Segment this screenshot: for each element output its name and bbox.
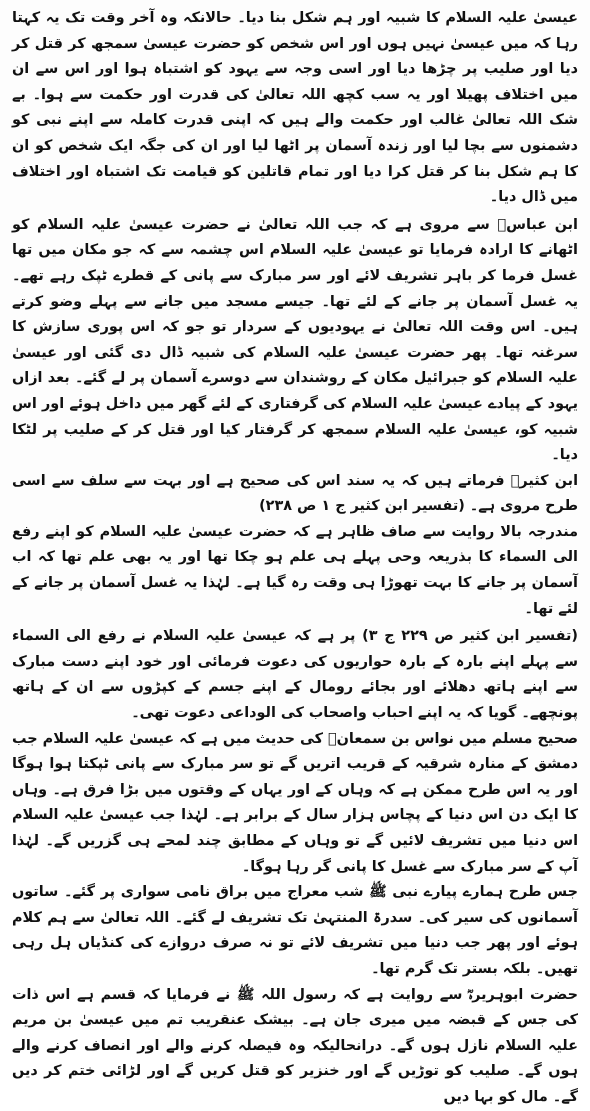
paragraph-2: ابن عباسؓ سے مروی ہے کہ جب اللہ تعالیٰ نے حضرت عیسیٰ علیہ السلام کو اٹھانے کا ارادہ فرمایا تو عیسیٰ علیہ السلام اس چشمہ سے کہ جو مکان میں تھا غسل فرما کر باہر تشریف لائے اور سر مبارک سے پانی کے قطرے ٹپک رہے تھے۔ یہ غسل آسمان پر جانے کے لئے تھا۔ جیسے مسجد میں جانے سے پہلے وضو کرتے ہیں۔ اس وقت اللہ تعالیٰ نے یہودیوں کے سردار تو جو کہ اس پوری سازش کا سرغنہ تھا۔ پھر حضرت عیسیٰ علیہ السلام کی شبیہ ڈال دی گئی اور عیسیٰ علیہ السلام کو جبرائیل مکان کے روشندان سے دوسرے آسمان پر لے گئے۔ بعد ازاں یہود کے پیادے عیسیٰ علیہ السلام کی گرفتاری کے لئے گھر میں داخل ہوئے اور اس شبیہ کو، عیسیٰ علیہ السلام سمجھ کر گرفتار کیا اور قتل کر کے صلیب پر لٹکا دیا۔ xyxy=(12,216,578,464)
paragraph-8: حضرت ابوہریرہؓ سے روایت ہے کہ رسول اللہ ﷺ نے فرمایا کہ قسم ہے اس ذات کی جس کے قبضہ میں میری جان ہے۔ بیشک عنقریب تم میں عیسیٰ بن مریم علیہ السلام نازل ہوں گے۔ درانحالیکہ وہ فیصلہ کرنے والے اور انصاف کرنے والے ہوں گے۔ صلیب کو توڑیں گے اور خنزیر کو قتل کریں گے اور لڑائی ختم کر دیں گے۔ مال کو بہا دیں xyxy=(12,986,578,1105)
paragraph-7: جس طرح ہمارے پیارے نبی ﷺ شب معراج میں براق نامی سواری پر گئے۔ ساتوں آسمانوں کی سیر کی۔ سدرۃ المنتہیٰ تک تشریف لے گئے۔ اللہ تعالیٰ سے ہم کلام ہوئے اور پھر جب دنیا میں تشریف لائے تو نہ صرف دروازے کی کنڈیاں ہل رہی تھیں۔ بلکہ بستر تک گرم تھا۔ xyxy=(12,884,578,977)
paragraph-3: ابن کثیرؒ فرماتے ہیں کہ یہ سند اس کی صحیح ہے اور بہت سے سلف سے اسی طرح مروی ہے۔ (تفسیر ابن کثیر ج ۱ ص ۲۳۸) xyxy=(12,472,578,515)
paragraph-1: عیسیٰ علیہ السلام کا شبیہ اور ہم شکل بنا دیا۔ حالانکہ وہ آخر وقت تک یہ کہتا رہا کہ میں عیسیٰ نہیں ہوں اور اس شخص کو حضرت عیسیٰ سمجھ کر قتل کر دیا اور صلیب پر چڑھا دیا اور اسی وجہ سے یہود کو اشتباہ ہوا اور اس سے ان میں اختلاف پھیلا اور یہ سب کچھ اللہ تعالیٰ کی قدرت اور حکمت سے ہوا۔ بے شک اللہ تعالیٰ غالب اور حکمت والے ہیں کہ اپنی قدرت کاملہ سے اپنے نبی کو دشمنوں سے بچا لیا اور زندہ آسمان پر اٹھا لیا اور ان کی جگہ ایک شخص کو ان کا ہم شکل بنا کر قتل کرا دیا اور تمام قاتلین کو قیامت تک اشتباہ اور اختلاف میں ڈال دیا۔ xyxy=(12,10,578,206)
paragraph-6: صحیح مسلم میں نواس بن سمعانؓ کی حدیث میں ہے کہ عیسیٰ علیہ السلام جب دمشق کے منارہ شرقیہ کے قریب اتریں گے تو سر مبارک سے پانی ٹپکتا ہوا ہوگا اور یہ اس طرح ممکن ہے کہ وہاں کے اور یہاں کے وقتوں میں بڑا فرق ہے۔ وہاں کا ایک دن اس دنیا کے پچاس ہزار سال کے برابر ہے۔ لہٰذا جب عیسیٰ علیہ السلام اس دنیا میں تشریف لائیں گے تو وہاں کے مطابق چند لمحے ہی گزریں گے۔ لہٰذا آپ کے سر مبارک سے غسل کا پانی گر رہا ہوگا۔ xyxy=(12,730,578,875)
paragraph-4: مندرجہ بالا روایت سے صاف ظاہر ہے کہ حضرت عیسیٰ علیہ السلام کو اپنے رفع الی السماء کا بذریعہ وحی پہلے ہی علم ہو چکا تھا اور یہ بھی علم تھا کہ اب آسمان پر جانے کا بہت تھوڑا ہی وقت رہ گیا ہے۔ لہٰذا یہ غسل آسمان پر جانے کے لئے تھا۔ xyxy=(12,523,578,617)
urdu-text-body xyxy=(12,6,578,1111)
paragraph-5: (تفسیر ابن کثیر ص ۲۲۹ ج ۳) پر ہے کہ عیسیٰ علیہ السلام نے رفع الی السماء سے پہلے اپنے بارہ کے بارہ حواریوں کی دعوت فرمائی اور خود اپنے دست مبارک سے اپنے ہاتھ دھلائے اور بجائے رومال کے اپنے جسم کے کپڑوں سے ان کے ہاتھ پونچھے۔ گویا کہ یہ اپنے احباب واصحاب کی الوداعی دعوت تھی۔ xyxy=(12,628,579,722)
